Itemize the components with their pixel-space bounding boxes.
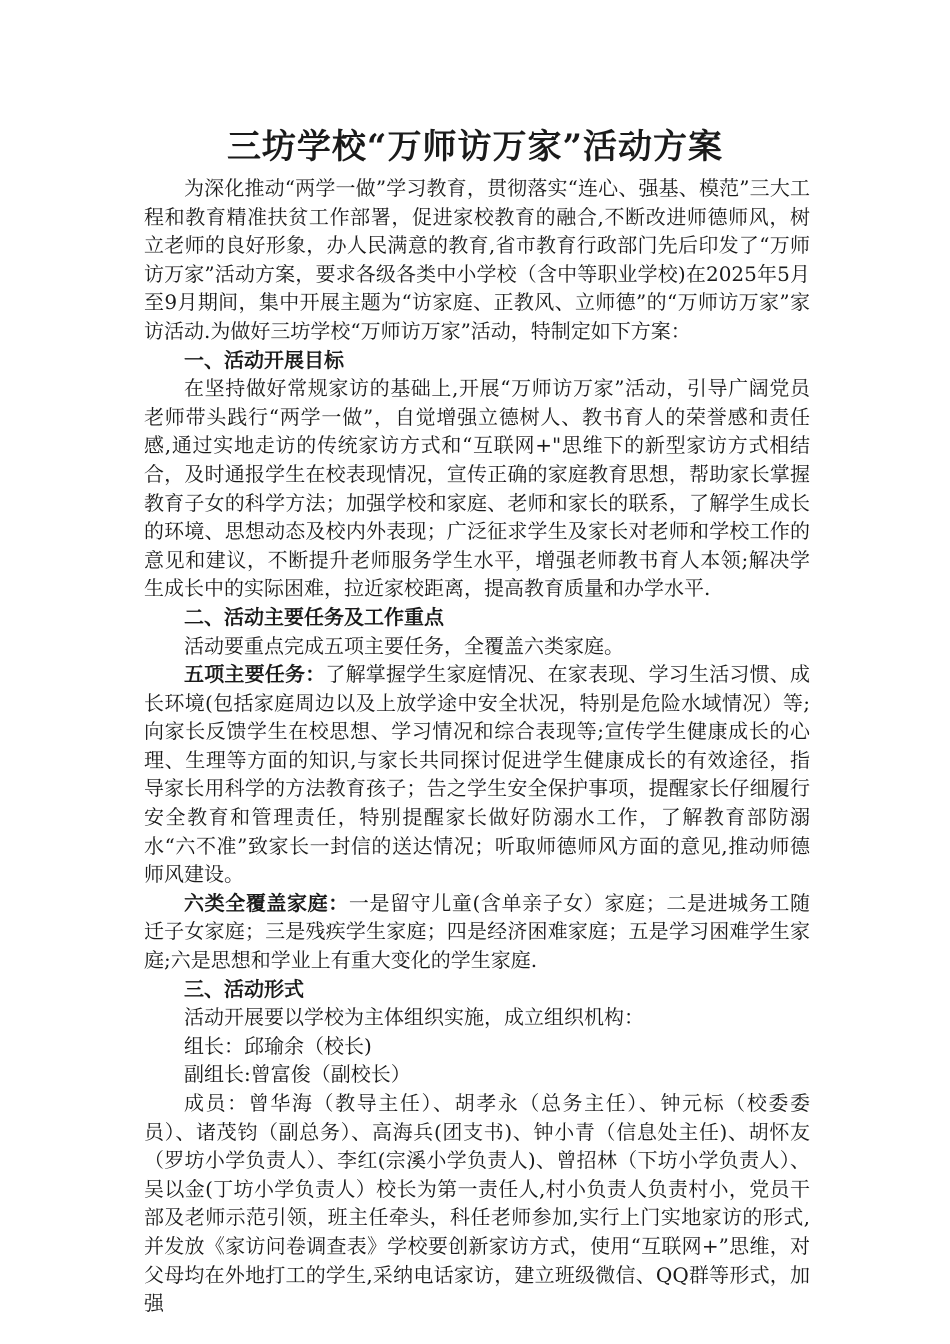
families-paragraph bbox=[144, 889, 810, 975]
leader-line: 组长：邱瑜余（校长) bbox=[184, 1033, 372, 1058]
intro-paragraph: 为深化推动“两学一做”学习教育，贯彻落实“连心、强基、模范”三大工程和教育精准扶贫工作部署，促进家校教育的融合,不断改进师德师风，树立老师的良好形象，办人民满意的教育,省市教育行政部门先后印发了“万师访万家”活动方案，要求各级各类中小学校（含中等职业学校)在2025年5月至9月期间，集中开展主题为“访家庭、正教风、立师德”的“万师访万家”家访活动.为做好三坊学校“万师访万家”活动，特制定如下方案： bbox=[144, 176, 810, 343]
document-title: 三坊学校“万师访万家”活动方案 bbox=[226, 127, 724, 167]
families-text: 一是留守儿童(含单亲子女）家庭；二是进城务工随迁子女家庭；三是残疾学生家庭；四是经济困难家庭；五是学习困难学生家庭;六是思想和学业上有重大变化的学生家庭. bbox=[144, 890, 810, 973]
section-3-intro-paragraph: 活动开展要以学校为主体组织实施，成立组织机构： bbox=[184, 1005, 644, 1030]
families-label: 六类全覆盖家庭： bbox=[184, 890, 349, 915]
document-body bbox=[144, 174, 810, 1318]
tasks-text: 了解掌握学生家庭情况、在家表现、学习生活习惯、成长环境(包括家庭周边以及上放学途中安全状况，特别是危险水域情况）等;向家长反馈学生在校思想、学习情况和综合表现等;宣传学生健康成长的心理、生理等方面的知识,与家长共同探讨促进学生健康成长的有效途径，指导家长用科学的方法教育孩子；告之学生安全保护事项，提醒家长仔细履行安全教育和管理责任，特别提醒家长做好防溺水工作，了解教育部防溺水“六不准”致家长一封信的送达情况；听取师德师风方面的意见,推动师德师风建设。 bbox=[144, 662, 811, 887]
section-heading-2: 二、活动主要任务及工作重点 bbox=[184, 604, 444, 629]
section-heading-3: 三、活动形式 bbox=[184, 976, 304, 1001]
tasks-label: 五项主要任务： bbox=[184, 662, 326, 687]
deputy-leader-line: 副组长:曾富俊（副校长） bbox=[184, 1062, 411, 1087]
section-heading-1: 一、活动开展目标 bbox=[184, 347, 344, 372]
tasks-paragraph bbox=[144, 660, 810, 889]
section-2-intro-paragraph: 活动要重点完成五项主要任务，全覆盖六类家庭。 bbox=[184, 633, 624, 658]
section-1-paragraph: 在坚持做好常规家访的基础上,开展“万师访万家”活动，引导广阔党员老师带头践行“两学一做”，自觉增强立德树人、教书育人的荣誉感和责任感,通过实地走访的传统家访方式和“互联网+"思维下的新型家访方式相结合，及时通报学生在校表现情况，宣传正确的家庭教育思想，帮助家长掌握教育子女的科学方法；加强学校和家庭、老师和家长的联系，了解学生成长的环境、思想动态及校内外表现；广泛征求学生及家长对老师和学校工作的意见和建议，不断提升老师服务学生水平，增强老师教书育人本领;解决学生成长中的实际困难，拉近家校距离，提高教育质量和办学水平. bbox=[144, 376, 810, 601]
members-paragraph: 成员：曾华海（教导主任）、胡孝永（总务主任）、钟元标（校委委员）、诸茂钧（副总务）、高海兵(团支书)、钟小青（信息处主任)、胡怀友（罗坊小学负责人）、李红(宗溪小学负责人)、曾招林（下坊小学负责人）、吴以金(丁坊小学负责人）校长为第一责任人,村小负责人负责村小，党员干部及老师示范引领，班主任牵头，科任老师参加,实行上门实地家访的形式,并发放《家访问卷调查表》学校要创新家访方式，使用“互联网+”思维，对父母均在外地打工的学生,采纳电话家访，建立班级微信、QQ群等形式，加强 bbox=[144, 1091, 810, 1316]
